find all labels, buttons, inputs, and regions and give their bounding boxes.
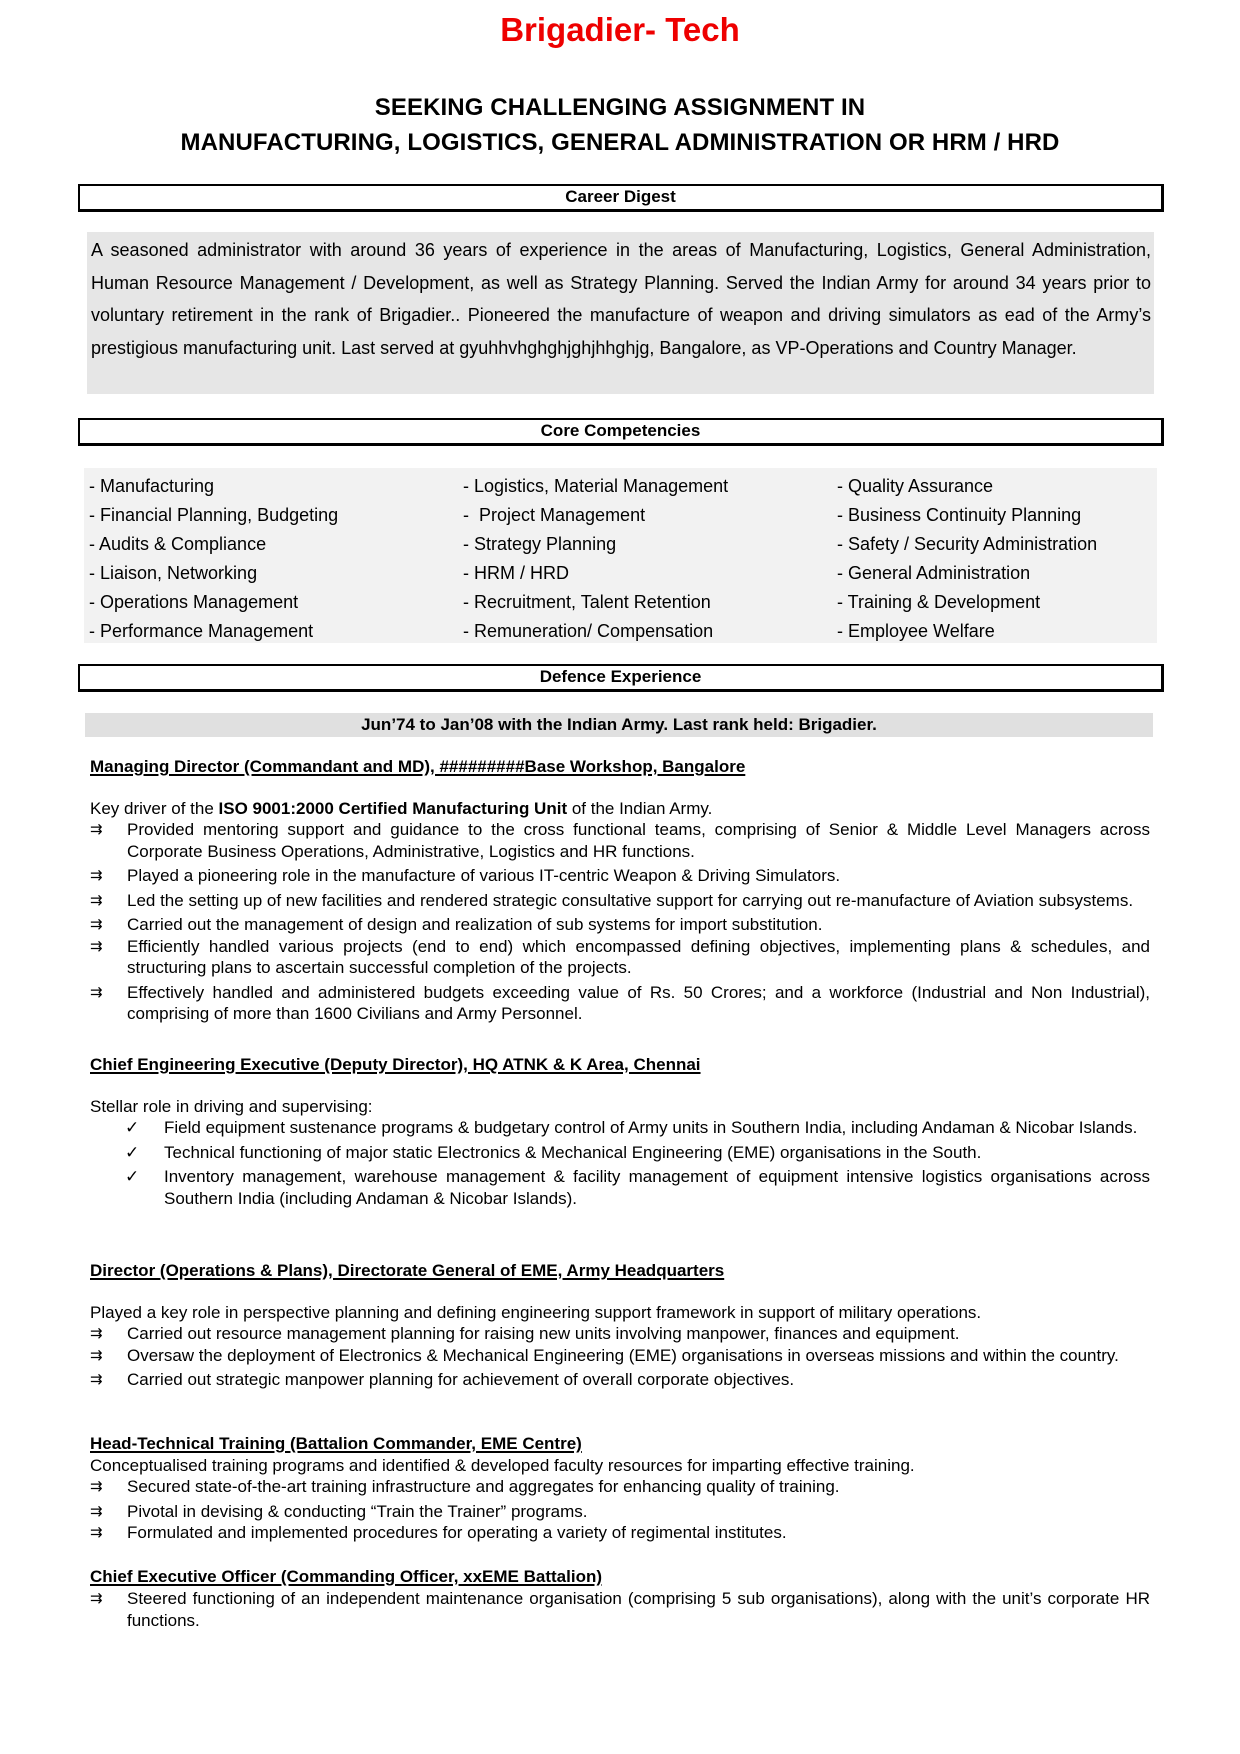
list-item xyxy=(90,1345,1150,1367)
list-item xyxy=(90,1142,1150,1164)
competency-item: - Audits & Compliance xyxy=(89,534,267,554)
career-digest-text: A seasoned administrator with around 36 years of experience in the areas of Manufacturing, Logistics, General Administration, Human Resource Management / Development, as well as Strategy Planning. Served the Indian Army for around 34 years prior to voluntary retirement in the rank of Brigadier.. Pioneered the manufacture of weapon and driving simulators as ead of the Army’s prestigious manufacturing unit. Last served at gyuhhvhghghjghjhhghjg, Bangalore, as VP-Operations and Country Manager. xyxy=(91,240,1151,358)
job-title: Chief Engineering Executive (Deputy Director), HQ ATNK & K Area, Chennai xyxy=(90,1055,701,1074)
bullet-text: Inventory management, warehouse management & facility management of equipment intensive logistics organisations across Southern India (including Andaman & Nicobar Islands). xyxy=(164,1167,1150,1208)
checkmark-icon: ✓ xyxy=(125,1167,140,1186)
career-digest-summary xyxy=(87,232,1154,394)
competency-item: - Safety / Security Administration xyxy=(837,534,1098,554)
competency-item: - Performance Management xyxy=(89,621,314,641)
job-bullets xyxy=(90,1117,1150,1209)
double-arrow-icon: ⇉ xyxy=(90,1371,103,1388)
job-chief-executive-officer xyxy=(90,1566,1150,1634)
bullet-text: Secured state-of-the-art training infrastructure and aggregates for enhancing quality of training. xyxy=(127,1477,840,1496)
bullet-text: Pivotal in devising & conducting “Train the Trainer” programs. xyxy=(127,1501,588,1521)
job-intro: Played a key role in perspective planning and defining engineering support framework in support of military operations. xyxy=(90,1303,982,1322)
job-intro: Stellar role in driving and supervising: xyxy=(90,1097,373,1116)
job-intro xyxy=(90,798,1150,819)
job-chief-engineering-executive xyxy=(90,1054,1150,1212)
bullet-text: Played a pioneering role in the manufacture of various IT-centric Weapon & Driving Simulators. xyxy=(127,866,841,885)
double-arrow-icon: ⇉ xyxy=(90,1478,103,1495)
service-period: Jun’74 to Jan’08 with the Indian Army. Last rank held: Brigadier. xyxy=(85,713,1153,737)
list-item xyxy=(90,1501,1150,1523)
competency-item: - Strategy Planning xyxy=(463,534,617,554)
competency-item: - Training & Development xyxy=(837,592,1041,612)
bullet-text: Led the setting up of new facilities and rendered strategic consultative support for carrying out re-manufacture of Aviation subsystems. xyxy=(127,890,1134,910)
checkmark-icon: ✓ xyxy=(125,1118,140,1137)
bullet-text: Carried out resource management planning for raising new units involving manpower, finances and equipment. xyxy=(127,1324,960,1343)
list-item xyxy=(90,1588,1150,1631)
competency-item: - Quality Assurance xyxy=(837,476,994,496)
competency-item: - General Administration xyxy=(837,563,1031,583)
double-arrow-icon: ⇉ xyxy=(90,983,103,1001)
job-managing-director xyxy=(90,756,1150,1028)
bullet-text: Technical functioning of major static Electronics & Mechanical Engineering (EME) organisations in the South. xyxy=(164,1142,982,1162)
double-arrow-icon: ⇉ xyxy=(90,1590,103,1607)
job-intro: Conceptualised training programs and identified & developed faculty resources for imparting effective training. xyxy=(90,1456,915,1475)
bullet-text: Field equipment sustenance programs & budgetary control of Army units in Southern India, including Andaman & Nicobar Islands. xyxy=(164,1118,1138,1137)
job-title: Chief Executive Officer (Commanding Officer, xxEME Battalion) xyxy=(90,1567,602,1586)
competency-item: - Project Management xyxy=(463,505,646,525)
job-title: Head-Technical Training (Battalion Commander, EME Centre) xyxy=(90,1434,582,1453)
competency-item: - HRM / HRD xyxy=(463,563,569,583)
resume-title: Brigadier- Tech xyxy=(500,11,740,48)
bullet-text: Efficiently handled various projects (end to end) which encompassed defining objectives, implementing plans & schedules, and structuring plans to ascertain successful completion of the projects. xyxy=(127,936,1150,977)
job-bullets xyxy=(90,819,1150,1025)
bullet-text: Carried out strategic manpower planning for achievement of overall corporate objectives. xyxy=(127,1370,795,1389)
list-item xyxy=(90,819,1150,862)
job-director-operations-plans xyxy=(90,1260,1150,1394)
bullet-text: Steered functioning of an independent maintenance organisation (comprising 5 sub organisations), along with the unit’s corporate HR functions. xyxy=(127,1589,1150,1630)
intro-highlight: ISO 9001:2000 Certified Manufacturing Unit xyxy=(218,799,568,818)
intro-text: of the Indian Army. xyxy=(567,799,713,818)
job-title: Managing Director (Commandant and MD), #########Base Workshop, Bangalore xyxy=(90,757,746,776)
section-header-core-competencies: Core Competencies xyxy=(78,418,1164,446)
job-head-technical-training xyxy=(90,1433,1150,1547)
competency-item: - Financial Planning, Budgeting xyxy=(89,505,339,525)
list-item xyxy=(90,936,1150,979)
competencies-column-2 xyxy=(463,472,837,643)
competency-item: - Business Continuity Planning xyxy=(837,505,1082,525)
double-arrow-icon: ⇉ xyxy=(90,1502,103,1520)
double-arrow-icon: ⇉ xyxy=(90,891,103,909)
objective-line-2: MANUFACTURING, LOGISTICS, GENERAL ADMINISTRATION OR HRM / HRD xyxy=(180,129,1060,156)
section-header-defence-experience: Defence Experience xyxy=(78,664,1164,692)
double-arrow-icon: ⇉ xyxy=(90,867,103,884)
competency-item: - Manufacturing xyxy=(89,476,215,496)
list-item xyxy=(90,1522,1150,1544)
competencies-grid xyxy=(84,468,1157,643)
list-item xyxy=(90,1166,1150,1209)
competency-item: - Recruitment, Talent Retention xyxy=(463,592,711,612)
double-arrow-icon: ⇉ xyxy=(90,1524,103,1541)
competency-item: - Liaison, Networking xyxy=(89,563,258,583)
double-arrow-icon: ⇉ xyxy=(90,1325,103,1342)
list-item xyxy=(90,914,1150,936)
bullet-text: Effectively handled and administered budgets exceeding value of Rs. 50 Crores; and a workforce (Industrial and Non Industrial), comprising of more than 1600 Civilians and Army Personnel. xyxy=(127,982,1150,1023)
competencies-column-1 xyxy=(89,472,463,643)
list-item xyxy=(90,1476,1150,1498)
list-item xyxy=(90,890,1150,912)
double-arrow-icon: ⇉ xyxy=(90,1346,103,1364)
job-bullets xyxy=(90,1323,1150,1391)
double-arrow-icon: ⇉ xyxy=(90,937,103,955)
double-arrow-icon: ⇉ xyxy=(90,821,103,838)
bullet-text: Oversaw the deployment of Electronics & Mechanical Engineering (EME) organisations in overseas missions and within the country. xyxy=(127,1345,1119,1365)
job-bullets xyxy=(90,1588,1150,1631)
list-item xyxy=(90,1323,1150,1345)
bullet-text: Carried out the management of design and realization of sub systems for import substitution. xyxy=(127,915,823,934)
double-arrow-icon: ⇉ xyxy=(90,916,103,933)
intro-text: Key driver of the xyxy=(90,799,219,818)
competency-item: - Remuneration/ Compensation xyxy=(463,621,714,641)
competency-item: - Logistics, Material Management xyxy=(463,476,729,496)
list-item xyxy=(90,982,1150,1025)
career-objective xyxy=(0,90,1240,160)
section-header-career-digest: Career Digest xyxy=(78,184,1164,212)
checkmark-icon: ✓ xyxy=(125,1142,140,1162)
bullet-text: Formulated and implemented procedures for operating a variety of regimental institutes. xyxy=(127,1523,787,1542)
list-item xyxy=(90,1117,1150,1139)
competency-item: - Employee Welfare xyxy=(837,621,995,641)
competencies-column-3 xyxy=(837,472,1157,643)
objective-line-1: SEEKING CHALLENGING ASSIGNMENT IN xyxy=(374,94,866,121)
bullet-text: Provided mentoring support and guidance to the cross functional teams, comprising of Senior & Middle Level Managers across Corporate Business Operations, Administrative, Logistics and HR functions. xyxy=(127,820,1150,861)
job-title: Director (Operations & Plans), Directorate General of EME, Army Headquarters xyxy=(90,1261,725,1280)
competency-item: - Operations Management xyxy=(89,592,299,612)
list-item xyxy=(90,1369,1150,1391)
list-item xyxy=(90,865,1150,887)
job-bullets xyxy=(90,1476,1150,1544)
